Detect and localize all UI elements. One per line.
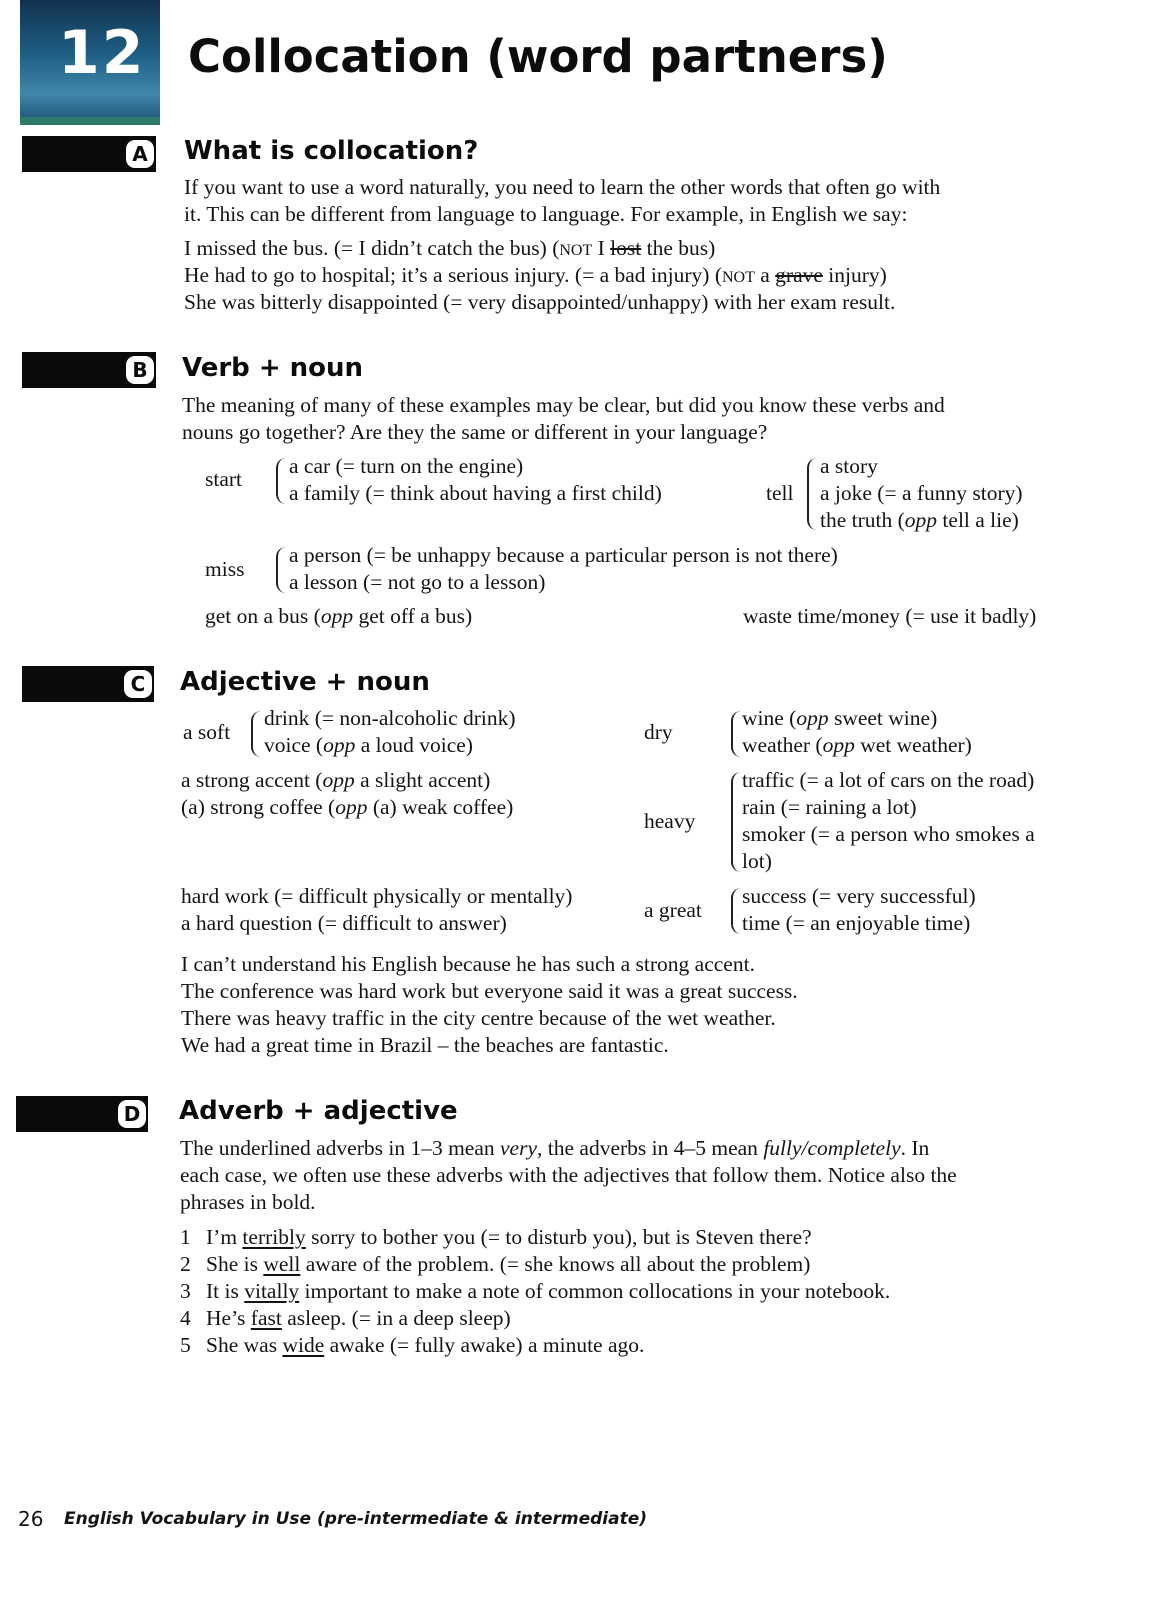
great-item-2: time (= an enjoyable time) (742, 911, 971, 935)
adverb-item-1: 1 I’m terribly sorry to bother you (= to disturb you), but is Steven there? (180, 1225, 812, 1249)
section-b-marker (22, 352, 156, 388)
section-c-example-1: I can’t understand his English because he has such a strong accent. (181, 952, 755, 976)
section-a-letter-box (126, 140, 154, 168)
section-b-letter-box (126, 356, 154, 384)
page-number: 26 (18, 1507, 44, 1531)
section-a-intro-line-2: it. This can be different from language to language. For example, in English we say: (184, 202, 908, 226)
miss-word: miss (205, 557, 245, 581)
section-b-heading: Verb + noun (182, 353, 364, 383)
tell-item-2: a joke (= a funny story) (820, 481, 1023, 505)
tell-item-3: the truth (opp tell a lie) (820, 508, 1019, 532)
get-on-bus: get on a bus (opp get off a bus) (205, 604, 473, 628)
start-item-1: a car (= turn on the engine) (289, 454, 524, 478)
section-c-heading: Adjective + noun (180, 667, 430, 697)
section-a-marker (22, 136, 156, 172)
start-word: start (205, 467, 243, 491)
tell-brace (807, 458, 819, 530)
unit-number: 12 (58, 18, 146, 88)
section-a-example-1: I missed the bus. (= I didn’t catch the bus) (NOT I lost the bus) (184, 236, 716, 260)
section-d-intro-line-2: each case, we often use these adverbs with the adjectives that follow them. Notice also the (180, 1163, 957, 1187)
miss-brace (276, 547, 288, 593)
section-d-letter-box (118, 1100, 146, 1128)
strong-coffee: (a) strong coffee (opp (a) weak coffee) (181, 795, 514, 819)
section-a-letter: A (132, 142, 148, 166)
section-d-heading: Adverb + adjective (179, 1096, 458, 1126)
heavy-word: heavy (644, 809, 696, 833)
soft-word: a soft (183, 720, 231, 744)
unit-number-badge (20, 0, 160, 125)
waste-time: waste time/money (= use it badly) (743, 604, 1037, 628)
heavy-item-1: traffic (= a lot of cars on the road) (742, 768, 1035, 792)
section-c-marker (22, 666, 154, 702)
section-c-example-2: The conference was hard work but everyone said it was a great success. (181, 979, 798, 1003)
section-a-intro-line-1: If you want to use a word naturally, you need to learn the other words that often go with (184, 175, 941, 199)
tell-item-1: a story (820, 454, 878, 478)
adverb-item-4: 4 He’s fast asleep. (= in a deep sleep) (180, 1306, 511, 1330)
hard-question: a hard question (= difficult to answer) (181, 911, 507, 935)
section-d-intro-line-3: phrases in bold. (180, 1190, 316, 1214)
soft-brace (251, 711, 263, 757)
section-c-letter-box (124, 670, 152, 698)
soft-item-1: drink (= non-alcoholic drink) (264, 706, 516, 730)
hard-work: hard work (= difficult physically or mentally) (181, 884, 573, 908)
section-b-letter: B (132, 358, 148, 382)
section-c-letter: C (130, 672, 146, 696)
book-title: English Vocabulary in Use (pre-intermediate & intermediate) (64, 1509, 648, 1529)
section-d-marker (16, 1096, 148, 1132)
section-c-example-3: There was heavy traffic in the city centre because of the wet weather. (181, 1006, 776, 1030)
section-d-intro-line-1: The underlined adverbs in 1–3 mean very, the adverbs in 4–5 mean fully/completely. In (180, 1136, 930, 1160)
section-b-intro-line-1: The meaning of many of these examples may be clear, but did you know these verbs and (182, 393, 945, 417)
great-word: a great (644, 898, 702, 922)
tell-word: tell (766, 481, 794, 505)
soft-item-2: voice (opp a loud voice) (264, 733, 473, 757)
page-title: Collocation (word partners) (188, 30, 888, 83)
section-c-example-4: We had a great time in Brazil – the beaches are fantastic. (181, 1033, 669, 1057)
section-a-example-2: He had to go to hospital; it’s a serious injury. (= a bad injury) (NOT a grave injury) (184, 263, 887, 287)
adverb-item-2: 2 She is well aware of the problem. (= she knows all about the problem) (180, 1252, 811, 1276)
dry-word: dry (644, 720, 673, 744)
section-a-heading: What is collocation? (184, 136, 479, 166)
great-item-1: success (= very successful) (742, 884, 976, 908)
heavy-item-3: smoker (= a person who smokes a (742, 822, 1035, 846)
dry-item-1: wine (opp sweet wine) (742, 706, 938, 730)
heavy-item-3-cont: lot) (742, 849, 772, 873)
adverb-item-5: 5 She was wide awake (= fully awake) a minute ago. (180, 1333, 645, 1357)
section-d-letter: D (123, 1102, 141, 1126)
adverb-item-3: 3 It is vitally important to make a note of common collocations in your notebook. (180, 1279, 891, 1303)
start-brace (276, 458, 288, 504)
strong-accent: a strong accent (opp a slight accent) (181, 768, 491, 792)
dry-item-2: weather (opp wet weather) (742, 733, 972, 757)
start-item-2: a family (= think about having a first child) (289, 481, 662, 505)
miss-item-2: a lesson (= not go to a lesson) (289, 570, 546, 594)
heavy-item-2: rain (= raining a lot) (742, 795, 917, 819)
section-b-intro-line-2: nouns go together? Are they the same or different in your language? (182, 420, 768, 444)
section-a-example-3: She was bitterly disappointed (= very disappointed/unhappy) with her exam result. (184, 290, 896, 314)
miss-item-1: a person (= be unhappy because a particular person is not there) (289, 543, 838, 567)
